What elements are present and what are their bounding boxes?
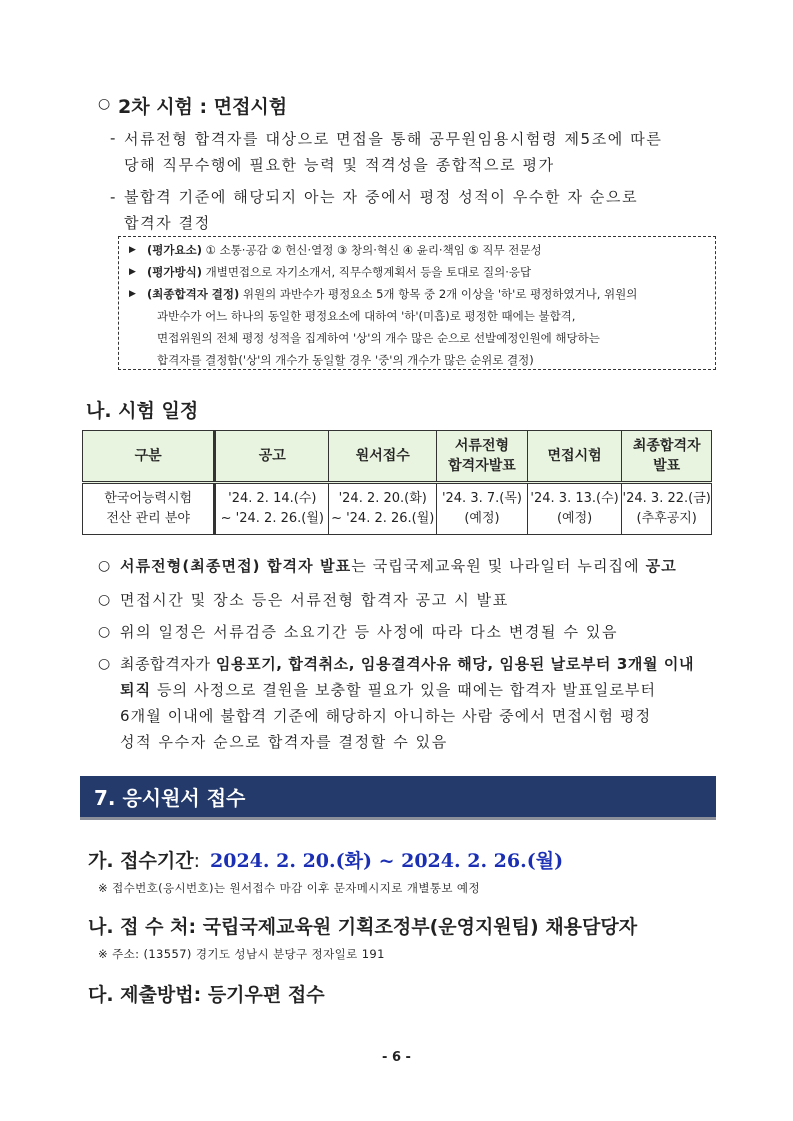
cell-line: '24. 3. 13.(수) bbox=[530, 491, 619, 506]
info-text: ① 소통·공감 ② 헌신·열정 ③ 창의·혁신 ④ 윤리·책임 ⑤ 직무 전문성 bbox=[201, 243, 542, 257]
info-row-method bbox=[129, 261, 709, 283]
note-bold: 공고 bbox=[645, 557, 677, 575]
note-text: 는 국립국제교육원 및 나라일터 누리집에 bbox=[351, 557, 646, 575]
interview-item1-line1: 서류전형 합격자를 대상으로 면접을 통해 공무원임용시험령 제5조에 따른 bbox=[124, 130, 663, 148]
header-line: 발표 bbox=[653, 458, 681, 474]
cell-line: '24. 2. 20.(화) bbox=[338, 491, 427, 506]
cell-line: ~ '24. 2. 26.(월) bbox=[331, 511, 435, 526]
header-application: 원서접수 bbox=[329, 431, 437, 483]
cell-category bbox=[83, 483, 215, 535]
method-value: 등기우편 접수 bbox=[207, 984, 325, 1006]
cell-line: '24. 2. 14.(수) bbox=[228, 491, 317, 506]
method-row bbox=[88, 980, 325, 1007]
triangle-bullet-icon: ▶ bbox=[129, 267, 136, 277]
schedule-heading: 나. 시험 일정 bbox=[86, 400, 199, 422]
header-interview: 면접시험 bbox=[527, 431, 622, 483]
cell-line: (추후공지) bbox=[636, 511, 697, 526]
interview-item2-line1: 불합격 기준에 해당되지 아는 자 중에서 평정 성적이 우수한 자 순으로 bbox=[124, 188, 639, 206]
cell-line: 한국어능력시험 bbox=[104, 491, 193, 506]
evaluation-info-box bbox=[118, 236, 716, 370]
triangle-bullet-icon: ▶ bbox=[129, 245, 136, 255]
note-4-line4: 성적 우수자 순으로 합격자를 결정할 수 있음 bbox=[120, 733, 448, 751]
cell-line: '24. 3. 22.(금) bbox=[622, 491, 711, 506]
cell-line: '24. 3. 7.(목) bbox=[441, 491, 522, 506]
header-final-result bbox=[622, 431, 712, 483]
period-note: ※ 접수번호(응시번호)는 원서접수 마감 이후 문자메시지로 개별통보 예정 bbox=[98, 881, 480, 895]
note-text: 등의 사정으로 결원을 보충할 필요가 있을 때에는 합격자 발표일로부터 bbox=[151, 681, 657, 699]
method-label: 다. 제출방법: bbox=[88, 984, 202, 1006]
interview-item1-line2: 당해 직무수행에 필요한 능력 및 적격성을 종합적으로 평가 bbox=[124, 156, 555, 174]
place-row bbox=[88, 912, 637, 939]
note-3: 위의 일정은 서류검증 소요기간 등 사정에 따라 다소 변경될 수 있음 bbox=[120, 623, 619, 641]
header-category: 구분 bbox=[83, 431, 215, 483]
table-header-row bbox=[83, 431, 712, 483]
cell-line: (예정) bbox=[464, 511, 500, 526]
cell-interview bbox=[527, 483, 622, 535]
section7-banner: 7. 응시원서 접수 bbox=[80, 776, 716, 820]
note-bullet: ○ bbox=[98, 656, 111, 672]
info-continuation: 면접위원의 전체 평정 성적을 집계하여 '상'의 개수 많은 순으로 선발예정인원에 해당하는 bbox=[157, 331, 600, 345]
dash-1: - bbox=[110, 129, 116, 147]
header-line: 합격자발표 bbox=[448, 458, 516, 474]
info-label: (평가방식) bbox=[147, 265, 202, 279]
info-text: 개별면접으로 자기소개서, 직무수행계획서 등을 토대로 질의·응답 bbox=[201, 265, 532, 279]
header-notice: 공고 bbox=[215, 431, 329, 483]
heading-bullet: ○ bbox=[98, 96, 111, 112]
note-4-line2 bbox=[120, 677, 656, 703]
note-2: 면접시간 및 장소 등은 서류전형 합격자 공고 시 발표 bbox=[120, 591, 509, 609]
note-bullet: ○ bbox=[98, 624, 111, 640]
header-doc-result bbox=[437, 431, 528, 483]
cell-doc-result bbox=[437, 483, 528, 535]
cell-final-result bbox=[622, 483, 712, 535]
note-bullet: ○ bbox=[98, 592, 111, 608]
schedule-table bbox=[82, 430, 712, 535]
note-4-line3: 6개월 이내에 불합격 기준에 해당하지 아니하는 사람 중에서 면접시험 평정 bbox=[120, 707, 652, 725]
cell-line: 전산 관리 분야 bbox=[106, 511, 190, 526]
period-row bbox=[88, 846, 563, 873]
note-bold: 서류전형(최종면접) 합격자 발표 bbox=[120, 557, 352, 575]
note-bullet: ○ bbox=[98, 558, 111, 574]
header-line: 서류전형 bbox=[454, 438, 510, 454]
period-label: 가. 접수기간 bbox=[88, 850, 194, 872]
info-continuation: 합격자를 결정함('상'의 개수가 동일할 경우 '중'의 개수가 많은 순위로 결정) bbox=[157, 353, 534, 367]
header-line: 최종합격자 bbox=[632, 438, 701, 454]
info-continuation: 과반수가 어느 하나의 동일한 평정요소에 대하여 '하'(미흡)로 평정한 때에는 불합격, bbox=[157, 309, 576, 323]
info-text: 위원의 과반수가 평정요소 5개 항목 중 2개 이상을 '하'로 평정하였거나, 위원의 bbox=[239, 287, 638, 301]
info-row-decision bbox=[129, 283, 709, 305]
place-note: ※ 주소: (13557) 경기도 성남시 분당구 정자일로 191 bbox=[98, 947, 385, 961]
dash-2: - bbox=[110, 188, 116, 206]
period-value: 2024. 2. 20.(화) ~ 2024. 2. 26.(월) bbox=[210, 850, 564, 872]
triangle-bullet-icon: ▶ bbox=[129, 289, 136, 299]
note-text: 최종합격자가 bbox=[120, 655, 216, 673]
cell-application bbox=[329, 483, 437, 535]
place-label: 나. 접 수 처: bbox=[88, 916, 197, 938]
cell-notice bbox=[215, 483, 329, 535]
note-bold: 임용포기, 합격취소, 임용결격사유 해당, 임용된 날로부터 3개월 이내 bbox=[215, 655, 695, 673]
cell-line: ~ '24. 2. 26.(월) bbox=[220, 511, 324, 526]
table-row bbox=[83, 483, 712, 535]
info-row-elements bbox=[129, 239, 709, 261]
note-bold: 퇴직 bbox=[120, 681, 152, 699]
place-value: 국립국제교육원 기획조정부(운영지원팀) 채용담당자 bbox=[202, 916, 638, 938]
cell-line: (예정) bbox=[556, 511, 593, 526]
interview-item2-line2: 합격자 결정 bbox=[124, 214, 211, 232]
note-4-line1 bbox=[120, 651, 694, 677]
note-1 bbox=[120, 553, 677, 579]
page-number: - 6 - bbox=[382, 1050, 411, 1065]
info-label: (평가요소) bbox=[147, 243, 202, 257]
interview-heading: 2차 시험 : 면접시험 bbox=[118, 96, 288, 118]
period-colon: : bbox=[193, 850, 201, 872]
info-label: (최종합격자 결정) bbox=[147, 287, 240, 301]
